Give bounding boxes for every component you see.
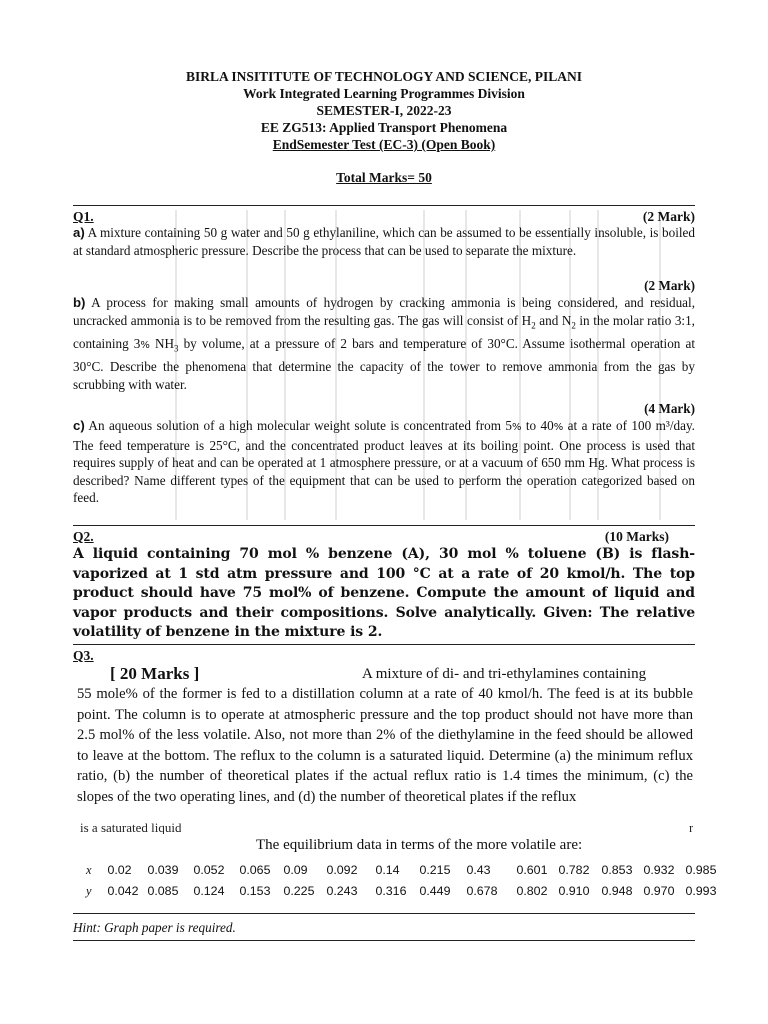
q3-intro: A mixture of di- and tri-ethylamines containing bbox=[362, 666, 647, 682]
x-value: 0.039 bbox=[147, 863, 179, 877]
q1c-marks: (4 Mark) bbox=[644, 401, 695, 416]
q1b-marks: (2 Mark) bbox=[644, 278, 695, 293]
x-value: 0.932 bbox=[643, 863, 675, 877]
test-title: EndSemester Test (EC-3) (Open Book) bbox=[272, 137, 496, 152]
y-value: 0.085 bbox=[147, 884, 179, 898]
q1a-block bbox=[73, 224, 695, 259]
y-value: 0.970 bbox=[643, 884, 675, 898]
q1b-text-2: and N bbox=[535, 312, 572, 328]
equilibrium-y-row bbox=[86, 883, 727, 899]
q1c-text-3: at a rate of 100 m³/day. The feed temperature is 25°C, and the concentrated product leaves at its boiling point. One process is used that requires supply of heat and can be operated at 1 atmosphere pressure, or at a vacuum of 650 mm Hg. What process is described? Name different types of the equipment that can be used to perform the operation categorized based on feed. bbox=[73, 418, 695, 506]
q2-marks: (10 Marks) bbox=[604, 529, 669, 544]
divider bbox=[73, 205, 695, 206]
x-value: 0.09 bbox=[283, 863, 308, 877]
percent-sign: % bbox=[511, 422, 522, 433]
q3-heading bbox=[73, 648, 695, 664]
q1a-label: a) bbox=[73, 225, 85, 240]
divider bbox=[73, 913, 695, 914]
x-value: 0.853 bbox=[601, 863, 633, 877]
y-value: 0.124 bbox=[193, 884, 225, 898]
q3-text: 55 mole% of the former is fed to a distillation column at a rate of 40 kmol/h. The feed is at its bubble point. The column is to operate at atmospheric pressure and the top product should not have more than 2.5 mol% of the less volatile. Also, not more than 2% of the diethylamine in the feed should be allowed to leave at the bottom. The reflux to the column is a saturated liquid. Determine (a) the minimum reflux ratio, (b) the number of theoretical plates if the actual reflux ratio is 1.4 times the minimum, (c) the slopes of the two operating lines, and (d) the number of theoretical plates if the reflux bbox=[77, 686, 693, 805]
exam-header bbox=[73, 68, 695, 186]
q2-label: Q2. bbox=[73, 529, 94, 544]
q1a-text: A mixture containing 50 g water and 50 g ethylaniline, which can be assumed to be essentially insoluble, is boiled at standard atmospheric pressure. Describe the process that can be used to separate the mixture. bbox=[73, 225, 695, 258]
q1-heading bbox=[73, 209, 695, 225]
y-label: y bbox=[86, 884, 92, 898]
institute-name: BIRLA INSITITUTE OF TECHNOLOGY AND SCIENCE, PILANI bbox=[186, 69, 582, 84]
division-name: Work Integrated Learning Programmes Division bbox=[243, 86, 525, 101]
equilibrium-title: The equilibrium data in terms of the more volatile are: bbox=[256, 837, 583, 853]
y-value: 0.802 bbox=[516, 884, 548, 898]
q1c-text-1: An aqueous solution of a high molecular weight solute is concentrated from 5 bbox=[88, 418, 512, 433]
semester: SEMESTER-I, 2022-23 bbox=[316, 103, 452, 118]
q1c-block bbox=[73, 417, 695, 507]
x-value: 0.601 bbox=[516, 863, 548, 877]
x-value: 0.052 bbox=[193, 863, 225, 877]
divider bbox=[73, 940, 695, 941]
y-value: 0.948 bbox=[601, 884, 633, 898]
divider bbox=[73, 525, 695, 526]
x-value: 0.092 bbox=[326, 863, 358, 877]
y-value: 0.993 bbox=[685, 884, 717, 898]
percent-sign: % bbox=[553, 422, 564, 433]
q1b-text-4: NH bbox=[149, 335, 174, 351]
x-value: 0.14 bbox=[375, 863, 400, 877]
q1b-text-3: in the molar ratio 3:1, containing 3 bbox=[73, 312, 695, 351]
q2-text: A liquid containing 70 mol % benzene (A), 30 mol % toluene (B) is flash-vaporized at 1 std atm pressure and 100 °C at a rate of 20 kmol/h. The top product should have 75 mol% of benzene. Compute the amount of liquid and vapor products and their compositions. Solve analytically. Given: The relative volatility of benzene in the mixture is 2. bbox=[73, 546, 695, 640]
q1-label: Q1. bbox=[73, 209, 94, 224]
y-value: 0.678 bbox=[466, 884, 498, 898]
q3-marks: [ 20 Marks ] bbox=[110, 664, 200, 683]
hint: Hint: Graph paper is required. bbox=[73, 920, 236, 935]
q1c-text-2: to 40 bbox=[521, 418, 554, 433]
q1-marks: (2 Mark) bbox=[642, 209, 695, 224]
course-title: EE ZG513: Applied Transport Phenomena bbox=[260, 120, 508, 135]
q1c-label: c) bbox=[73, 418, 85, 433]
q3-cut-right: r bbox=[689, 821, 694, 834]
q1b-text-5: by volume, at a pressure of 2 bars and temperature of 30°C. Assume isothermal operation at 30°C. Describe the phenomena that determine the capacity of the tower to remove ammonia from the gas by scrubbing with water. bbox=[73, 335, 695, 392]
y-value: 0.243 bbox=[326, 884, 358, 898]
x-label: x bbox=[86, 863, 92, 877]
subscript: 2 bbox=[531, 320, 536, 331]
total-marks: Total Marks= 50 bbox=[336, 170, 432, 185]
divider bbox=[73, 644, 695, 645]
x-value: 0.782 bbox=[558, 863, 590, 877]
q1b-label: b) bbox=[73, 295, 86, 310]
x-value: 0.065 bbox=[239, 863, 271, 877]
subscript: 2 bbox=[571, 320, 576, 331]
q3-cut-line: is a saturated liquid bbox=[80, 821, 182, 834]
q3-label: Q3. bbox=[73, 648, 94, 663]
x-value: 0.43 bbox=[466, 863, 491, 877]
q2-heading bbox=[73, 529, 695, 545]
q1b-block bbox=[73, 294, 695, 393]
subscript: 3 bbox=[174, 343, 179, 354]
y-value: 0.316 bbox=[375, 884, 407, 898]
x-value: 0.215 bbox=[419, 863, 451, 877]
q1b-text-1: A process for making small amounts of hydrogen by cracking ammonia is being considered, and residual, uncracked ammonia is to be removed from the resulting gas. The gas will consist of H bbox=[73, 295, 695, 328]
equilibrium-x-row bbox=[86, 862, 727, 878]
x-value: 0.985 bbox=[685, 863, 717, 877]
percent-sign: % bbox=[140, 339, 150, 351]
y-value: 0.153 bbox=[239, 884, 271, 898]
y-value: 0.449 bbox=[419, 884, 451, 898]
y-value: 0.910 bbox=[558, 884, 590, 898]
y-value: 0.042 bbox=[107, 884, 139, 898]
y-value: 0.225 bbox=[283, 884, 315, 898]
x-value: 0.02 bbox=[107, 863, 132, 877]
